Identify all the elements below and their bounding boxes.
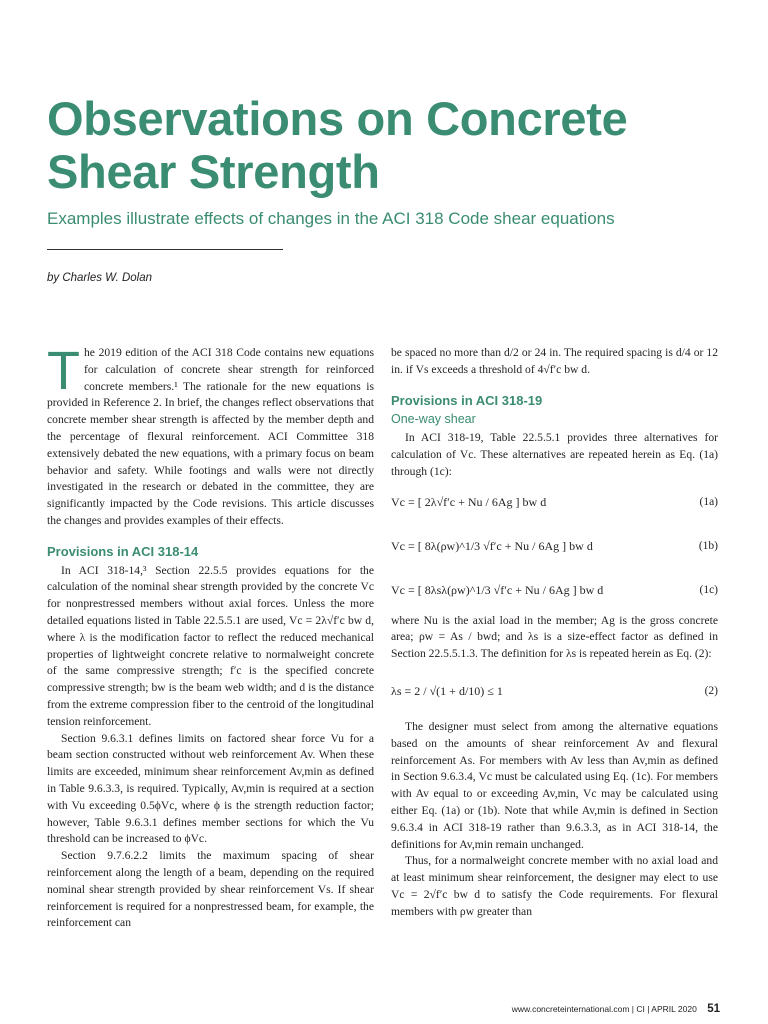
intro-text: he 2019 edition of the ACI 318 Code contains new equations for calculation of concrete shear strength for reinforced concrete members.¹ The rationale for the new equations is provided in Reference 2. In brief, the changes reflect observations that concrete member shear strength is affected by the member depth and the percentage of flexural reinforcement. ACI Committee 318 extensively debated the new equations, with a primary focus on beam behavior and safety. While footings and walls were not directly investigated in the research or debated in the committee, they are significantly impacted by the Code revisions. This article discusses the changes and provides examples of their effects. [47, 346, 374, 527]
body-paragraph: The designer must select from among the alternative equations based on the amounts of shear reinforcement Av and flexural reinforcement As. For members with Av less than Av,min as defined in Section 9.6.3.4, Vc must be calculated using Eq. (1c). For members with Av equal to or exceeding Av,min, Vc may be calculated using either Eq. (1a) or (1b). Note that while Av,min is defined in Section 9.6.3.4 in ACI 318-19 rather than 9.6.3.3, as in ACI 318-14, the definitions for Av,min remain unchanged. [391, 719, 718, 851]
equation-1a-number: (1a) [699, 496, 718, 509]
title-rule [47, 249, 283, 250]
body-paragraph: be spaced no more than d/2 or 24 in. The required spacing is d/4 or 12 in. if Vs exceeds a threshold of 4√f′c bw d. [391, 346, 718, 376]
equation-1b [391, 525, 718, 569]
article-title [47, 92, 737, 198]
left-column [47, 341, 374, 932]
equation-1a [391, 481, 718, 525]
equation-2-expression: λs = 2 / √(1 + d/10) ≤ 1 [391, 683, 503, 698]
byline: by Charles W. Dolan [47, 272, 153, 284]
footer-text: www.concreteinternational.com | CI | APRIL 2020 [511, 1004, 697, 1014]
body-paragraph: Section 9.7.6.2.2 limits the maximum spacing of shear reinforcement along the length of a beam, depending on the required nominal shear strength provided by shear reinforcement Vs. If shear reinforcement is required for a nonprestressed beam, for example, the reinforcement can [47, 849, 374, 930]
body-paragraph: where Nu is the axial load in the member; Ag is the gross concrete area; ρw = As / bwd; and λs is a size-effect factor as defined in Section 22.5.5.1.3. The definition for λs is repeated herein as Eq. (2): [391, 613, 718, 661]
body-paragraph: Thus, for a normalweight concrete member with no axial load and at least minimum shear reinforcement, the designer may elect to use Vc = 2√f′c bw d to satisfy the Code requirements. For flexural members with ρw greater than [391, 854, 718, 918]
heading-aci-318-19: Provisions in ACI 318-19 [391, 392, 543, 408]
title-line-1: Observations on Concrete [47, 92, 628, 145]
intro-paragraph [47, 341, 374, 530]
article-subtitle: Examples illustrate effects of changes in the ACI 318 Code shear equations [47, 209, 615, 228]
heading-aci-318-14: Provisions in ACI 318-14 [47, 543, 199, 559]
equation-1b-number: (1b) [698, 540, 718, 553]
right-column [391, 345, 718, 921]
equation-1a-expression: Vc = [ 2λ√f′c + Nu / 6Ag ] bw d [391, 495, 547, 510]
body-paragraph: In ACI 318-14,³ Section 22.5.5 provides equations for the calculation of the nominal shear strength provided by the concrete Vc for nonprestressed members without axial forces. Unless the more detailed equations listed in Table 22.5.5.1 are used, Vc = 2λ√f′c bw d, where λ is the modification factor to reflect the reduced mechanical properties of lightweight concrete relative to normalweight concrete of the same compressive strength; f′c is the specified concrete compressive strength; bw is the beam web width; and d is the distance from the extreme compression fiber to the centroid of the longitudinal tension reinforcement. [47, 563, 374, 728]
body-paragraph: Section 9.6.3.1 defines limits on factored shear force Vu for a beam section constructed without web reinforcement Av. When these limits are exceeded, minimum shear reinforcement Av,min as defined in Table 9.6.3.3, is required. Typically, Av,min is required at a section with Vu exceeding 0.5ϕVc, where ϕ is the strength reduction factor; however, Table 9.6.3.1 defines member sections for which the Vu threshold can be increased to ϕVc. [47, 731, 374, 846]
equation-1c-expression: Vc = [ 8λsλ(ρw)^1/3 √f′c + Nu / 6Ag ] bw d [391, 583, 604, 598]
equation-1c [391, 569, 718, 613]
body-paragraph: In ACI 318-19, Table 22.5.5.1 provides three alternatives for calculation of Vc. These alternatives are repeated herein as Eq. (1a) through (1c): [391, 431, 718, 478]
equation-1c-number: (1c) [699, 584, 718, 597]
equation-1b-expression: Vc = [ 8λ(ρw)^1/3 √f′c + Nu / 6Ag ] bw d [391, 539, 593, 554]
subheading-one-way-shear: One-way shear [391, 412, 476, 427]
title-line-2: Shear Strength [47, 145, 380, 198]
equation-2-number: (2) [704, 684, 718, 697]
equation-2 [391, 663, 718, 719]
page-number: 51 [707, 1003, 720, 1015]
page-footer [512, 1003, 720, 1015]
drop-cap: T [47, 341, 80, 401]
